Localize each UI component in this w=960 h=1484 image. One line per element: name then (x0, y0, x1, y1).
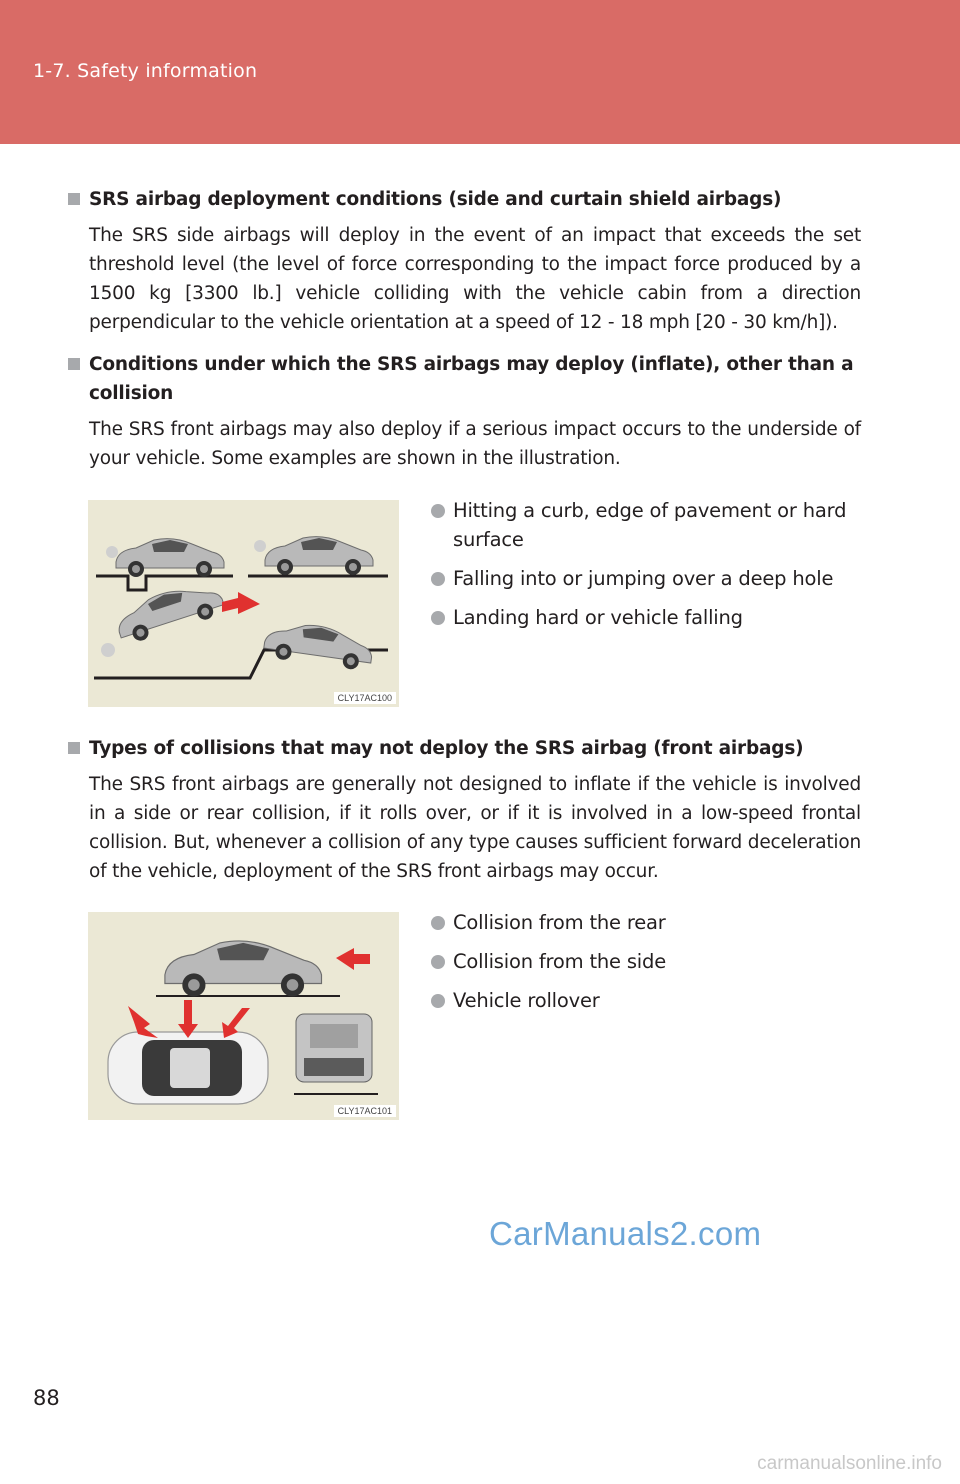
list-item: Falling into or jumping over a deep hole (431, 564, 871, 593)
section-title: 1-7. Safety information (33, 60, 258, 82)
illustration-code: CLY17AC101 (334, 1105, 396, 1117)
illustration-code: CLY17AC100 (334, 692, 396, 704)
list-item: Landing hard or vehicle falling (431, 603, 871, 632)
car-illustration-icon (88, 912, 399, 1120)
section-body: The SRS side airbags will deploy in the event of an impact that exceeds the set threshold level (the level of force corresponding to the impact force produced by a 1500 kg [3300 lb.] vehicle colliding with the vehicle cabin from a direction perpendicular to the vehicle orientation at a speed of 12 - 18 mph [20 - 30 km/h]). (89, 225, 861, 333)
section-heading: SRS airbag deployment conditions (side and curtain shield airbags) (89, 189, 782, 210)
section-non-deploy-collisions (68, 734, 861, 886)
bullet-dot-icon (431, 916, 445, 930)
section-body: The SRS front airbags are generally not designed to inflate if the vehicle is involved in a side or rear collision, if it rolls over, or if it is involved in a low-speed frontal collision. But, whenever a collision of any type causes sufficient forward deceleration of the vehicle, deployment of the SRS front airbags may occur. (89, 774, 861, 882)
section-heading: Types of collisions that may not deploy the SRS airbag (front airbags) (89, 738, 804, 759)
heading-square-icon (68, 193, 80, 205)
bullet-dot-icon (431, 994, 445, 1008)
car-illustration-icon (88, 500, 399, 707)
list-item: Collision from the rear (431, 908, 871, 937)
page-header (0, 0, 960, 144)
section-non-collision-deploy (68, 350, 861, 473)
bullet-list-underbody (431, 496, 871, 642)
bullet-dot-icon (431, 572, 445, 586)
section-body: The SRS front airbags may also deploy if a serious impact occurs to the underside of your vehicle. Some examples are shown in the illustration. (89, 419, 861, 469)
list-item: Vehicle rollover (431, 986, 871, 1015)
section-heading: Conditions under which the SRS airbags may deploy (inflate), other than a collision (89, 354, 854, 404)
bullet-list-collisions (431, 908, 871, 1025)
list-item: Collision from the side (431, 947, 871, 976)
page-number: 88 (33, 1386, 60, 1410)
list-item: Hitting a curb, edge of pavement or hard surface (431, 496, 871, 554)
bullet-dot-icon (431, 955, 445, 969)
watermark-logo: CarManuals2.com (489, 1215, 762, 1252)
heading-square-icon (68, 358, 80, 370)
watermark-footer: carmanualsonline.info (757, 1453, 942, 1474)
bullet-dot-icon (431, 611, 445, 625)
illustration-underbody-impacts (88, 500, 399, 707)
heading-square-icon (68, 742, 80, 754)
illustration-collision-types (88, 912, 399, 1120)
section-side-airbag-conditions (68, 185, 861, 337)
bullet-dot-icon (431, 504, 445, 518)
